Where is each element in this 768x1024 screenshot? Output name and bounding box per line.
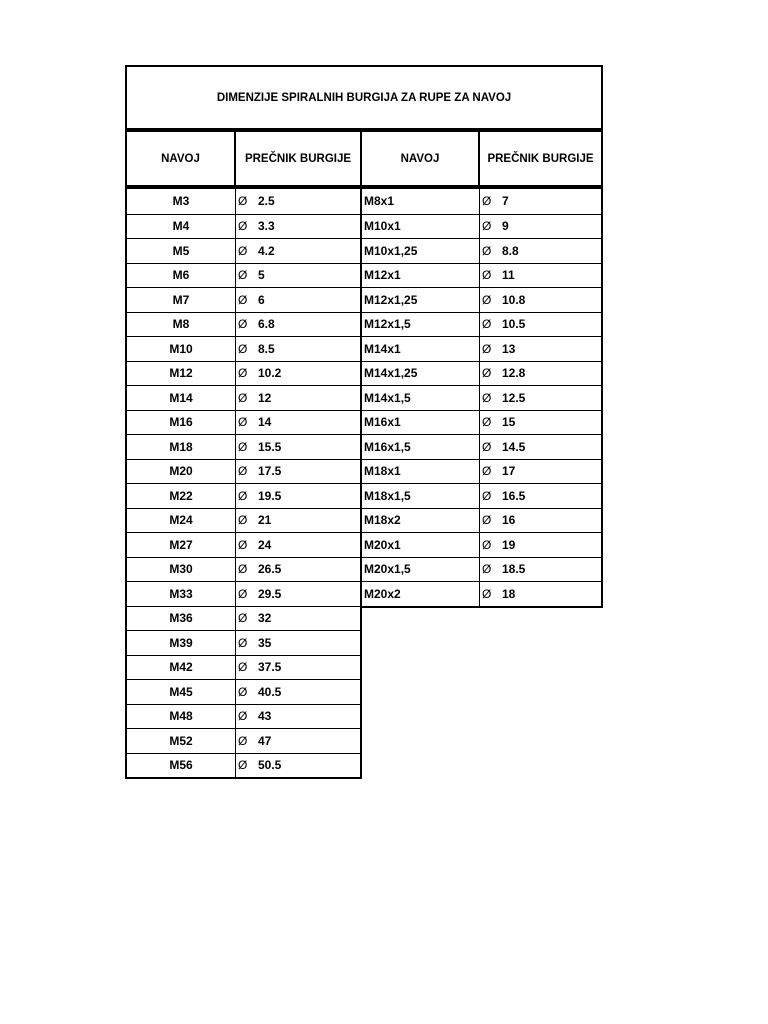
thread-size-cell: M18x1 — [362, 460, 480, 484]
drill-diameter-value: 9 — [502, 219, 509, 234]
drill-diameter-cell — [236, 288, 360, 312]
fine-thread-table — [360, 187, 603, 608]
thread-size-cell: M12x1,25 — [362, 288, 480, 312]
drill-diameter-cell — [480, 215, 601, 239]
drill-diameter-cell — [236, 582, 360, 606]
table-row — [127, 336, 360, 361]
diameter-symbol: Ø — [238, 243, 248, 258]
drill-diameter-value: 14 — [258, 415, 272, 430]
diameter-symbol: Ø — [482, 464, 492, 479]
table-title: DIMENZIJE SPIRALNIH BURGIJA ZA RUPE ZA NAVOJ — [125, 65, 603, 130]
diameter-symbol: Ø — [238, 194, 248, 209]
table-row — [127, 434, 360, 459]
diameter-symbol: Ø — [238, 341, 248, 356]
drill-diameter-cell — [236, 631, 360, 655]
drill-diameter-cell — [480, 582, 601, 606]
drill-diameter-value: 47 — [258, 733, 272, 748]
diameter-symbol: Ø — [482, 415, 492, 430]
drill-diameter-value: 24 — [258, 537, 272, 552]
drill-diameter-value: 5 — [258, 268, 265, 283]
thread-size-cell: M6 — [127, 264, 236, 288]
diameter-symbol: Ø — [238, 611, 248, 626]
table-row — [362, 459, 601, 484]
table-row — [127, 630, 360, 655]
drill-diameter-cell — [480, 239, 601, 263]
thread-size-cell: M48 — [127, 705, 236, 729]
table-row — [362, 287, 601, 312]
diameter-symbol: Ø — [238, 684, 248, 699]
table-row — [362, 263, 601, 288]
drill-diameter-cell — [236, 264, 360, 288]
drill-diameter-value: 35 — [258, 635, 272, 650]
drill-diameter-value: 10.8 — [502, 292, 526, 307]
drill-diameter-cell — [480, 460, 601, 484]
table-row — [127, 410, 360, 435]
table-row — [127, 508, 360, 533]
drill-diameter-value: 40.5 — [258, 684, 282, 699]
thread-size-cell: M24 — [127, 509, 236, 533]
table-row — [362, 557, 601, 582]
diameter-symbol: Ø — [238, 439, 248, 454]
table-row — [127, 263, 360, 288]
drill-diameter-value: 6.8 — [258, 317, 275, 332]
table-row — [127, 606, 360, 631]
drill-diameter-value: 11 — [502, 268, 515, 283]
thread-size-cell: M42 — [127, 656, 236, 680]
drill-diameter-cell — [236, 189, 360, 214]
drill-diameter-value: 17.5 — [258, 464, 282, 479]
drill-diameter-cell — [236, 533, 360, 557]
thread-size-cell: M33 — [127, 582, 236, 606]
diameter-symbol: Ø — [238, 292, 248, 307]
drill-diameter-value: 10.2 — [258, 366, 282, 381]
diameter-symbol: Ø — [482, 219, 492, 234]
drill-diameter-cell — [480, 411, 601, 435]
drill-diameter-value: 4.2 — [258, 243, 275, 258]
drill-diameter-cell — [480, 509, 601, 533]
header-navoj-left: NAVOJ — [125, 130, 236, 187]
diameter-symbol: Ø — [238, 390, 248, 405]
diameter-symbol: Ø — [238, 488, 248, 503]
drill-diameter-value: 8.5 — [258, 341, 275, 356]
drill-diameter-cell — [480, 435, 601, 459]
diameter-symbol: Ø — [238, 562, 248, 577]
drill-diameter-value: 50.5 — [258, 758, 282, 773]
table-row — [362, 238, 601, 263]
diameter-symbol: Ø — [238, 268, 248, 283]
thread-size-cell: M56 — [127, 754, 236, 778]
thread-size-cell: M8x1 — [362, 189, 480, 214]
thread-size-cell: M3 — [127, 189, 236, 214]
drill-diameter-cell — [236, 754, 360, 778]
table-row — [127, 557, 360, 582]
diameter-symbol: Ø — [482, 537, 492, 552]
table-row — [127, 238, 360, 263]
table-row — [127, 581, 360, 606]
diameter-symbol: Ø — [238, 660, 248, 675]
drill-diameter-cell — [480, 386, 601, 410]
diameter-symbol: Ø — [238, 366, 248, 381]
thread-size-cell: M30 — [127, 558, 236, 582]
thread-size-cell: M16 — [127, 411, 236, 435]
diameter-symbol: Ø — [482, 317, 492, 332]
thread-size-cell: M12 — [127, 362, 236, 386]
thread-size-cell: M10x1,25 — [362, 239, 480, 263]
drill-diameter-value: 26.5 — [258, 562, 282, 577]
drill-diameter-value: 10.5 — [502, 317, 526, 332]
drill-diameter-value: 15.5 — [258, 439, 282, 454]
thread-size-cell: M52 — [127, 729, 236, 753]
diameter-symbol: Ø — [238, 586, 248, 601]
diameter-symbol: Ø — [238, 758, 248, 773]
thread-size-cell: M16x1,5 — [362, 435, 480, 459]
diameter-symbol: Ø — [482, 292, 492, 307]
drill-diameter-cell — [236, 558, 360, 582]
drill-diameter-value: 12.8 — [502, 366, 526, 381]
drill-diameter-value: 7 — [502, 194, 509, 209]
table-row — [127, 655, 360, 680]
thread-size-cell: M4 — [127, 215, 236, 239]
thread-size-cell: M20x1,5 — [362, 558, 480, 582]
drill-diameter-value: 17 — [502, 464, 516, 479]
drill-diameter-value: 6 — [258, 292, 265, 307]
drill-diameter-cell — [236, 460, 360, 484]
drill-diameter-value: 29.5 — [258, 586, 282, 601]
table-row — [127, 189, 360, 214]
table-row — [362, 434, 601, 459]
thread-size-cell: M10 — [127, 337, 236, 361]
diameter-symbol: Ø — [482, 243, 492, 258]
thread-size-cell: M18x2 — [362, 509, 480, 533]
drill-diameter-cell — [236, 386, 360, 410]
thread-size-cell: M12x1,5 — [362, 313, 480, 337]
table-row — [127, 459, 360, 484]
drill-diameter-value: 8.8 — [502, 243, 519, 258]
diameter-symbol: Ø — [482, 513, 492, 528]
thread-size-cell: M10x1 — [362, 215, 480, 239]
table-row — [127, 704, 360, 729]
table-row — [127, 728, 360, 753]
table-row — [127, 385, 360, 410]
diameter-symbol: Ø — [482, 268, 492, 283]
table-row — [127, 312, 360, 337]
drill-diameter-value: 18 — [502, 586, 516, 601]
drill-diameter-cell — [236, 435, 360, 459]
thread-size-cell: M45 — [127, 680, 236, 704]
drill-diameter-cell — [480, 288, 601, 312]
table-row — [362, 336, 601, 361]
drill-diameter-cell — [480, 313, 601, 337]
coarse-thread-table — [125, 187, 362, 779]
thread-size-cell: M14x1 — [362, 337, 480, 361]
drill-diameter-value: 12 — [258, 390, 272, 405]
drill-diameter-cell — [236, 215, 360, 239]
diameter-symbol: Ø — [238, 733, 248, 748]
table-row — [362, 483, 601, 508]
thread-size-cell: M14x1,5 — [362, 386, 480, 410]
drill-diameter-cell — [236, 239, 360, 263]
thread-size-cell: M18x1,5 — [362, 484, 480, 508]
thread-size-cell: M18 — [127, 435, 236, 459]
thread-size-cell: M20x2 — [362, 582, 480, 606]
thread-size-cell: M22 — [127, 484, 236, 508]
drill-diameter-value: 21 — [258, 513, 272, 528]
diameter-symbol: Ø — [238, 537, 248, 552]
diameter-symbol: Ø — [482, 390, 492, 405]
drill-diameter-cell — [480, 337, 601, 361]
diameter-symbol: Ø — [482, 488, 492, 503]
diameter-symbol: Ø — [238, 709, 248, 724]
table-row — [362, 214, 601, 239]
table-row — [362, 361, 601, 386]
table-row — [127, 287, 360, 312]
drill-diameter-cell — [236, 337, 360, 361]
drill-diameter-value: 12.5 — [502, 390, 526, 405]
drill-diameter-value: 2.5 — [258, 194, 275, 209]
drill-diameter-value: 16.5 — [502, 488, 526, 503]
drill-diameter-cell — [236, 729, 360, 753]
diameter-symbol: Ø — [238, 317, 248, 332]
drill-diameter-cell — [480, 484, 601, 508]
table-row — [362, 189, 601, 214]
thread-size-cell: M8 — [127, 313, 236, 337]
table-row — [362, 385, 601, 410]
drill-diameter-cell — [236, 362, 360, 386]
drill-diameter-value: 3.3 — [258, 219, 275, 234]
drill-diameter-cell — [236, 680, 360, 704]
table-row — [127, 679, 360, 704]
drill-diameter-value: 14.5 — [502, 439, 526, 454]
thread-size-cell: M39 — [127, 631, 236, 655]
drill-diameter-cell — [480, 264, 601, 288]
diameter-symbol: Ø — [482, 586, 492, 601]
drill-diameter-cell — [480, 362, 601, 386]
drill-diameter-value: 32 — [258, 611, 272, 626]
diameter-symbol: Ø — [238, 219, 248, 234]
thread-size-cell: M7 — [127, 288, 236, 312]
table-row — [127, 214, 360, 239]
thread-size-cell: M36 — [127, 607, 236, 631]
header-navoj-right: NAVOJ — [360, 130, 480, 187]
diameter-symbol: Ø — [482, 366, 492, 381]
drill-diameter-value: 37.5 — [258, 660, 282, 675]
thread-size-cell: M16x1 — [362, 411, 480, 435]
drill-diameter-cell — [236, 656, 360, 680]
diameter-symbol: Ø — [238, 635, 248, 650]
thread-size-cell: M20 — [127, 460, 236, 484]
drill-diameter-cell — [480, 533, 601, 557]
drill-diameter-cell — [236, 484, 360, 508]
table-row — [362, 312, 601, 337]
thread-size-cell: M5 — [127, 239, 236, 263]
table-row — [127, 532, 360, 557]
header-precnik-left: PREČNIK BURGIJE — [234, 130, 362, 187]
drill-diameter-value: 19 — [502, 537, 516, 552]
header-precnik-right: PREČNIK BURGIJE — [478, 130, 603, 187]
drill-diameter-cell — [480, 189, 601, 214]
table-row — [127, 753, 360, 778]
table-row — [127, 483, 360, 508]
diameter-symbol: Ø — [238, 513, 248, 528]
thread-size-cell: M12x1 — [362, 264, 480, 288]
drill-diameter-value: 13 — [502, 341, 516, 356]
diameter-symbol: Ø — [482, 341, 492, 356]
table-row — [362, 508, 601, 533]
drill-diameter-cell — [236, 313, 360, 337]
drill-diameter-cell — [236, 411, 360, 435]
table-row — [362, 532, 601, 557]
diameter-symbol: Ø — [238, 415, 248, 430]
drill-diameter-cell — [236, 607, 360, 631]
thread-size-cell: M20x1 — [362, 533, 480, 557]
drill-diameter-value: 18.5 — [502, 562, 526, 577]
diameter-symbol: Ø — [482, 439, 492, 454]
table-row — [362, 410, 601, 435]
thread-size-cell: M14 — [127, 386, 236, 410]
table-row — [127, 361, 360, 386]
drill-diameter-value: 16 — [502, 513, 516, 528]
diameter-symbol: Ø — [482, 562, 492, 577]
diameter-symbol: Ø — [238, 464, 248, 479]
drill-diameter-cell — [480, 558, 601, 582]
drill-diameter-value: 19.5 — [258, 488, 282, 503]
table-row — [362, 581, 601, 606]
thread-size-cell: M27 — [127, 533, 236, 557]
drill-diameter-cell — [236, 705, 360, 729]
drill-diameter-value: 43 — [258, 709, 272, 724]
diameter-symbol: Ø — [482, 194, 492, 209]
drill-diameter-value: 15 — [502, 415, 516, 430]
thread-size-cell: M14x1,25 — [362, 362, 480, 386]
drill-diameter-cell — [236, 509, 360, 533]
